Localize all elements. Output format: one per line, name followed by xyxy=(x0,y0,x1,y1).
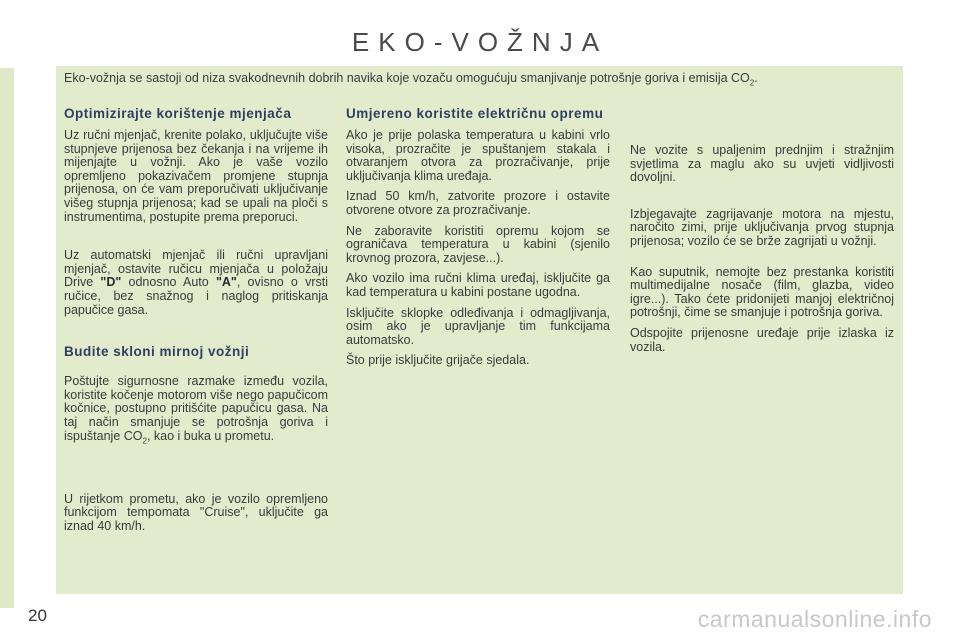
calm-driving-paragraph-1: Poštujte sigurnosne razmake između vozila, koristite kočenje motorom više nego papučicom kočnice, postupno pritišćite papučicu gasa. Na taj način smanjuje se potrošnja goriva i ispuštanje $CO_2$, kao i buka u prometu. xyxy=(64,374,328,445)
electric-paragraph-3: Ne zaboravite koristiti opremu kojom se ograničava temperatura u kabini (sjenilo krovnog prozora, zavjese...). xyxy=(346,223,610,265)
right-paragraph-1: Ne vozite s upaljenim prednjim i stražnjim svjetlima za maglu ako su uvjeti vidljivosti dovoljni. xyxy=(630,143,894,185)
page-title: EKO-VOŽNJA xyxy=(351,27,609,58)
watermark: carmanualsonline.info xyxy=(697,606,932,632)
electric-paragraph-4: Ako vozilo ima ručni klima uređaj, isključite ga kad temperatura u kabini postane ugodna. xyxy=(346,271,610,299)
right-paragraph-4: Odspojite prijenosne uređaje prije izlaska iz vozila. xyxy=(630,325,894,354)
content-panel xyxy=(56,66,903,594)
gearbox-heading: Optimizirajte korištenje mjenjača xyxy=(64,106,292,121)
calm-driving-heading: Budite skloni mirnoj vožnji xyxy=(64,344,250,360)
electric-paragraph-2: Iznad 50 km/h, zatvorite prozore i ostavite otvorene otvore za prozračivanje. xyxy=(346,189,610,217)
intro-text: Eko-vožnja se sastoji od niza svakodnevnih dobrih navika koje vozaču omogućuju smanjivanje potrošnje goriva i emisija $CO_2$. xyxy=(64,71,758,88)
right-paragraph-3: Kao suputnik, nemojte bez prestanka koristiti multimedijalne nosače (film, glazba, video igre...). Tako ćete pridonijeti manjoj električnoj potrošnji, čime se smanjuje i potrošnja goriva. xyxy=(630,264,894,320)
right-paragraph-2: Izbjegavajte zagrijavanje motora na mjestu, naročito zimi, prije uključivanja prvog stupnja prijenosa; vozilo će se brže zagrijati u vožnji. xyxy=(630,206,894,248)
gearbox-paragraph-2: Uz automatski mjenjač ili ručni upravljani mjenjač, ostavite ručicu mjenjača u položaju Drive "D" odnosno Auto "A", ovisno o vrsti ručice, bez snažnog i naglog pritiskanja papučice gasa. xyxy=(64,248,329,317)
electric-paragraph-5: Isključite sklopke odleđivanja i odmagljivanja, osim ako je upravljanje tim funkcijama automatsko. xyxy=(346,305,610,347)
electric-heading: Umjereno koristite električnu opremu xyxy=(346,106,604,121)
page-number: 20 xyxy=(28,606,47,625)
electric-paragraph-1: Ako je prije polaska temperatura u kabini vrlo visoka, prozračite je spuštanjem stakala i otvaranjem otvora za prozračivanje, prije uključivanja klima uređaja. xyxy=(346,128,610,183)
calm-driving-paragraph-2: U rijetkom prometu, ako je vozilo opremljeno funkcijom tempomata "Cruise", uključite ga iznad 40 km/h. xyxy=(64,491,328,533)
electric-paragraph-6: Što prije isključite grijače sjedala. xyxy=(346,353,530,368)
gearbox-paragraph-1: Uz ručni mjenjač, krenite polako, uključujte više stupnjeve prijenosa bez čekanja i na vrijeme ih mijenjajte u vožnji. Ako je vaše vozilo opremljeno pokazivačem promjene stupnja prijenosa, on će vam preporučivati uključivanje višeg stupnja prijenosa; kad se upali na ploči s instrumentima, postupite prema preporuci. xyxy=(64,128,328,224)
column-middle xyxy=(346,106,610,375)
column-right xyxy=(630,144,894,361)
left-margin-strip xyxy=(0,68,14,608)
column-left xyxy=(64,106,328,540)
